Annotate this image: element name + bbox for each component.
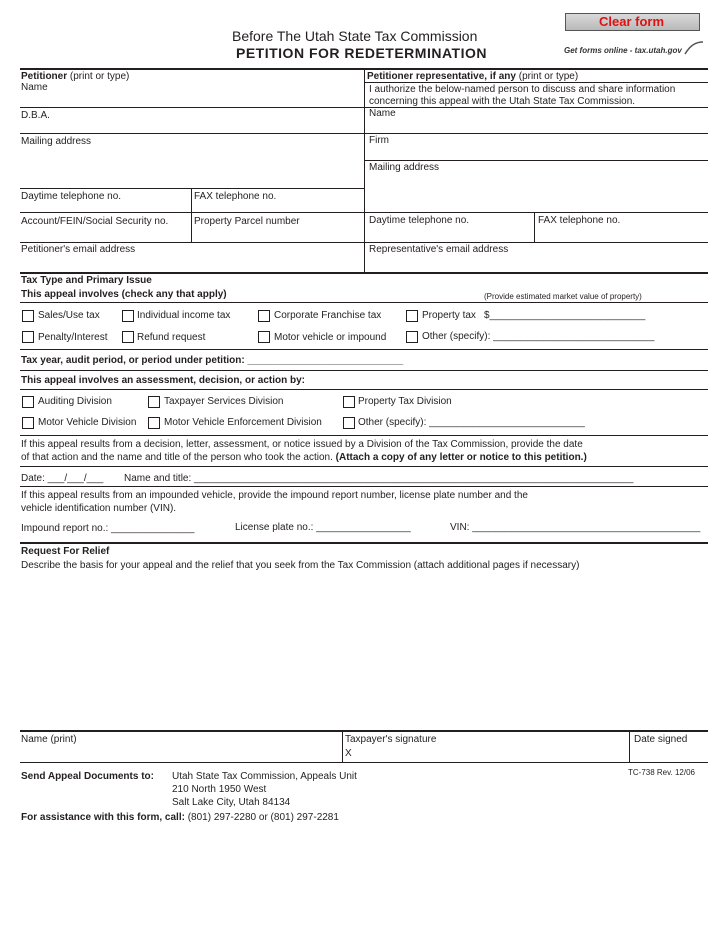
penalty-interest-checkbox[interactable] — [22, 331, 34, 343]
rule — [629, 730, 630, 762]
decision-instructions: If this appeal results from a decision, letter, assessment, or notice issued by a Division of the Tax Commission, provide the date — [21, 439, 583, 450]
petitioner-heading: Petitioner (print or type) — [21, 71, 130, 82]
auditing-division-label: Auditing Division — [38, 396, 112, 407]
date-signed-label: Date signed — [634, 734, 688, 745]
rule — [20, 486, 708, 487]
property-value-field[interactable]: $____________________________ — [484, 310, 646, 321]
decision-instructions-2: of that action and the name and title of the person who took the action. (Attach a copy of any letter or notice to this petition.) — [21, 452, 587, 463]
petitioner-fax-label: FAX telephone no. — [194, 191, 277, 202]
parcel-label: Property Parcel number — [194, 216, 300, 227]
property-tax-division-checkbox[interactable] — [343, 396, 355, 408]
market-value-note: (Provide estimated market value of property) — [484, 292, 642, 301]
taxpayer-services-checkbox[interactable] — [148, 396, 160, 408]
income-tax-label: Individual income tax — [137, 310, 231, 321]
taxpayer-services-label: Taxpayer Services Division — [164, 396, 284, 407]
address-line-3: Salt Lake City, Utah 84134 — [172, 797, 291, 808]
action-date-field[interactable]: Date: ___/___/___ — [21, 473, 104, 484]
penalty-interest-label: Penalty/Interest — [38, 332, 108, 343]
refund-request-checkbox[interactable] — [122, 331, 134, 343]
name-print-label: Name (print) — [21, 734, 77, 745]
rule — [20, 435, 708, 436]
other-division-field[interactable]: Other (specify): ____________________________ — [358, 417, 585, 428]
rule — [20, 242, 708, 243]
utah-logo-swoosh-icon — [683, 40, 705, 56]
rule — [20, 188, 364, 189]
tax-type-heading: Tax Type and Primary Issue — [21, 275, 152, 286]
representative-phone-label: Daytime telephone no. — [369, 215, 470, 226]
franchise-tax-checkbox[interactable] — [258, 310, 270, 322]
other-tax-checkbox[interactable] — [406, 331, 418, 343]
form-authority-title: Before The Utah State Tax Commission — [232, 28, 478, 44]
impound-instructions: If this appeal results from an impounded vehicle, provide the impound report number, license plate number and the — [21, 490, 528, 501]
rule — [20, 272, 708, 274]
address-line-1: Utah State Tax Commission, Appeals Unit — [172, 771, 357, 782]
auditing-division-checkbox[interactable] — [22, 396, 34, 408]
sales-use-tax-label: Sales/Use tax — [38, 310, 100, 321]
rule — [342, 730, 343, 762]
rule — [20, 349, 708, 350]
rule — [20, 762, 708, 763]
rule — [20, 542, 708, 544]
motor-vehicle-division-label: Motor Vehicle Division — [38, 417, 137, 428]
taxpayer-signature-label: Taxpayer's signature — [345, 734, 437, 745]
rule — [365, 107, 708, 108]
appeal-involves-label: This appeal involves (check any that apply) — [21, 289, 227, 300]
other-tax-field[interactable]: Other (specify): _____________________________ — [422, 331, 655, 342]
motor-vehicle-impound-checkbox[interactable] — [258, 331, 270, 343]
motor-vehicle-division-checkbox[interactable] — [22, 417, 34, 429]
rule — [20, 107, 364, 108]
account-label: Account/FEIN/Social Security no. — [21, 216, 169, 227]
representative-mailing-label: Mailing address — [369, 162, 440, 173]
dba-label: D.B.A. — [21, 110, 50, 121]
rule — [20, 730, 708, 732]
impound-report-field[interactable]: Impound report no.: _______________ — [21, 523, 195, 534]
representative-heading: Petitioner representative, if any (print or type) — [367, 71, 579, 82]
rule — [20, 133, 708, 134]
relief-text-area[interactable] — [20, 574, 708, 730]
representative-authorization: I authorize the below-named person to discuss and share information — [369, 84, 676, 95]
rule — [534, 212, 535, 242]
property-tax-label: Property tax — [422, 310, 476, 321]
petitioner-phone-label: Daytime telephone no. — [21, 191, 122, 202]
impound-instructions-2: vehicle identification number (VIN). — [21, 503, 177, 514]
name-title-field[interactable]: Name and title: _______________________________________________________________________________ — [124, 473, 634, 484]
assistance-line: For assistance with this form, call: (801) 297-2280 or (801) 297-2281 — [21, 812, 339, 823]
relief-heading: Request For Relief — [21, 546, 110, 557]
petitioner-mailing-label: Mailing address — [21, 136, 92, 147]
representative-authorization-2: concerning this appeal with the Utah State Tax Commission. — [369, 96, 636, 107]
property-tax-checkbox[interactable] — [406, 310, 418, 322]
signature-x-mark: X — [345, 748, 352, 759]
representative-name-label: Name — [369, 108, 396, 119]
send-documents-label: Send Appeal Documents to: — [21, 771, 154, 782]
vin-field[interactable]: VIN: _________________________________________ — [450, 522, 701, 533]
rule — [20, 466, 708, 467]
property-tax-division-label: Property Tax Division — [358, 396, 452, 407]
franchise-tax-label: Corporate Franchise tax — [274, 310, 382, 321]
rule — [20, 389, 708, 390]
assessment-heading: This appeal involves an assessment, decision, or action by: — [21, 375, 305, 386]
clear-form-button[interactable]: Clear form — [565, 13, 700, 31]
mv-enforcement-checkbox[interactable] — [148, 417, 160, 429]
representative-fax-label: FAX telephone no. — [538, 215, 621, 226]
firm-label: Firm — [369, 135, 389, 146]
rule — [191, 188, 192, 242]
online-forms-note: Get forms online - tax.utah.gov — [564, 46, 682, 55]
petitioner-name-label: Name — [21, 82, 48, 93]
income-tax-checkbox[interactable] — [122, 310, 134, 322]
rule — [365, 160, 708, 161]
form-title: PETITION FOR REDETERMINATION — [236, 45, 487, 61]
rule — [20, 302, 708, 303]
rule — [20, 370, 708, 371]
refund-request-label: Refund request — [137, 332, 206, 343]
representative-email-label: Representative's email address — [369, 244, 509, 255]
tax-year-field[interactable]: Tax year, audit period, or period under petition: ____________________________ — [21, 355, 404, 366]
relief-description: Describe the basis for your appeal and the relief that you seek from the Tax Commission (attach additional pages if necessary) — [21, 560, 580, 571]
form-number: TC-738 Rev. 12/06 — [628, 768, 695, 777]
sales-use-tax-checkbox[interactable] — [22, 310, 34, 322]
mv-enforcement-label: Motor Vehicle Enforcement Division — [164, 417, 322, 428]
rule — [20, 212, 708, 213]
license-plate-field[interactable]: License plate no.: _________________ — [235, 522, 411, 533]
rule — [365, 82, 708, 83]
motor-vehicle-impound-label: Motor vehicle or impound — [274, 332, 387, 343]
other-division-checkbox[interactable] — [343, 417, 355, 429]
petitioner-email-label: Petitioner's email address — [21, 244, 136, 255]
address-line-2: 210 North 1950 West — [172, 784, 267, 795]
